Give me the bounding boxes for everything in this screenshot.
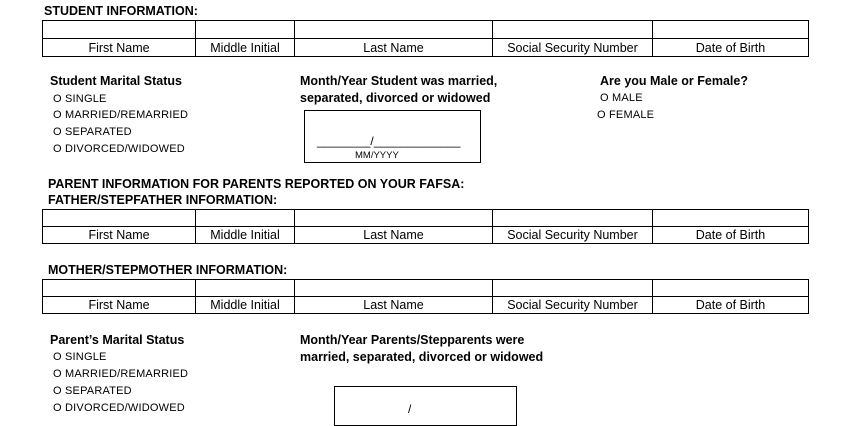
col-label-last-name: Last Name bbox=[295, 297, 493, 314]
parent-marital-option-single[interactable]: O SINGLE bbox=[53, 351, 107, 363]
student-marital-option-divorced[interactable]: O DIVORCED/WIDOWED bbox=[53, 143, 185, 155]
parent-marital-option-separated[interactable]: O SEPARATED bbox=[53, 385, 132, 397]
student-marital-heading: Student Marital Status bbox=[50, 74, 182, 88]
student-dob-field[interactable] bbox=[653, 21, 809, 39]
student-date-blank: ________/_____________ bbox=[317, 134, 461, 148]
student-marital-option-separated[interactable]: O SEPARATED bbox=[53, 126, 132, 138]
student-info-table bbox=[42, 20, 809, 57]
mother-dob-field[interactable] bbox=[653, 280, 809, 297]
father-info-heading: FATHER/STEPFATHER INFORMATION: bbox=[48, 193, 278, 207]
parent-date-blank: / bbox=[408, 402, 412, 416]
parent-date-heading-line1: Month/Year Parents/Stepparents were bbox=[300, 333, 525, 347]
student-date-format-label: MM/YYYY bbox=[355, 150, 399, 161]
father-middle-initial-field[interactable] bbox=[196, 210, 295, 227]
col-label-last-name: Last Name bbox=[295, 39, 493, 57]
mother-info-heading: MOTHER/STEPMOTHER INFORMATION: bbox=[48, 263, 288, 277]
mother-middle-initial-field[interactable] bbox=[196, 280, 295, 297]
student-last-name-field[interactable] bbox=[295, 21, 493, 39]
parent-marital-option-married[interactable]: O MARRIED/REMARRIED bbox=[53, 368, 189, 380]
student-ssn-field[interactable] bbox=[493, 21, 653, 39]
student-date-heading-line2: separated, divorced or widowed bbox=[300, 91, 491, 105]
mother-first-name-field[interactable] bbox=[43, 280, 196, 297]
mother-ssn-field[interactable] bbox=[493, 280, 653, 297]
student-middle-initial-field[interactable] bbox=[196, 21, 295, 39]
gender-option-male[interactable]: O MALE bbox=[600, 92, 643, 104]
col-label-dob: Date of Birth bbox=[653, 39, 809, 57]
gender-heading: Are you Male or Female? bbox=[600, 74, 748, 88]
parent-info-heading: PARENT INFORMATION FOR PARENTS REPORTED ON YOUR FAFSA: bbox=[48, 177, 465, 191]
col-label-middle-initial: Middle Initial bbox=[196, 297, 295, 314]
col-label-first-name: First Name bbox=[43, 39, 196, 57]
student-date-heading-line1: Month/Year Student was married, bbox=[300, 74, 498, 88]
father-ssn-field[interactable] bbox=[493, 210, 653, 227]
parent-date-box[interactable] bbox=[334, 386, 517, 426]
col-label-first-name: First Name bbox=[43, 297, 196, 314]
father-info-table bbox=[42, 209, 809, 244]
col-label-ssn: Social Security Number bbox=[493, 227, 653, 244]
student-info-heading: STUDENT INFORMATION: bbox=[44, 4, 198, 18]
father-first-name-field[interactable] bbox=[43, 210, 196, 227]
col-label-ssn: Social Security Number bbox=[493, 39, 653, 57]
col-label-ssn: Social Security Number bbox=[493, 297, 653, 314]
col-label-middle-initial: Middle Initial bbox=[196, 227, 295, 244]
col-label-dob: Date of Birth bbox=[653, 297, 809, 314]
student-marital-option-married[interactable]: O MARRIED/REMARRIED bbox=[53, 109, 189, 121]
father-dob-field[interactable] bbox=[653, 210, 809, 227]
mother-info-table bbox=[42, 279, 809, 314]
gender-option-female[interactable]: O FEMALE bbox=[597, 109, 655, 121]
col-label-first-name: First Name bbox=[43, 227, 196, 244]
parent-marital-option-divorced[interactable]: O DIVORCED/WIDOWED bbox=[53, 402, 185, 414]
father-last-name-field[interactable] bbox=[295, 210, 493, 227]
col-label-middle-initial: Middle Initial bbox=[196, 39, 295, 57]
student-date-box[interactable] bbox=[304, 110, 481, 163]
parent-date-heading-line2: married, separated, divorced or widowed bbox=[300, 350, 544, 364]
col-label-dob: Date of Birth bbox=[653, 227, 809, 244]
col-label-last-name: Last Name bbox=[295, 227, 493, 244]
parent-marital-heading: Parent’s Marital Status bbox=[50, 333, 185, 347]
student-marital-option-single[interactable]: O SINGLE bbox=[53, 93, 107, 105]
mother-last-name-field[interactable] bbox=[295, 280, 493, 297]
student-first-name-field[interactable] bbox=[43, 21, 196, 39]
